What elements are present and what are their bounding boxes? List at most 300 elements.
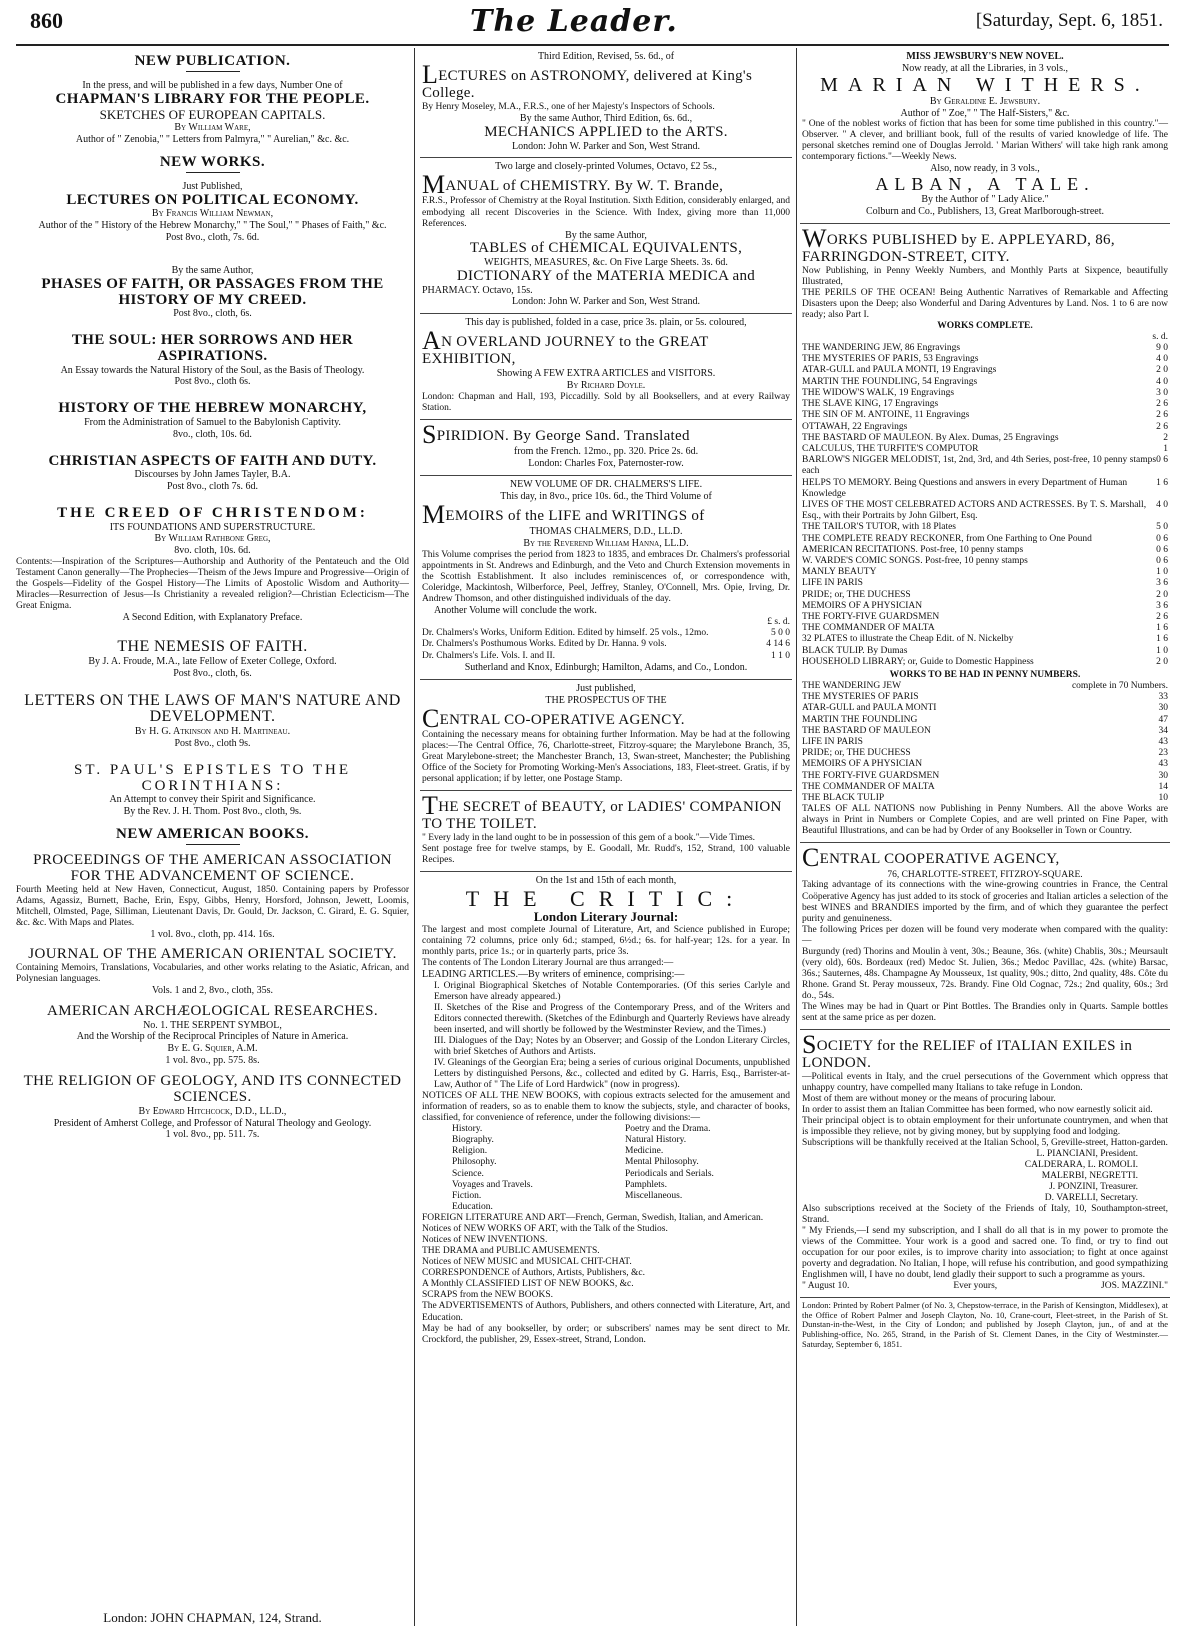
ad-body: This Volume comprises the period from 1823 to 1835, and embraces Dr. Chalmers's professorial appointments in St. Andrews and Edinburgh, and the Veto and Church Extension movements in the Scottish Establishment. It also includes reminiscences of, or correspondence with, Coleridge, Mackintosh, Wilberforce, Peel, Jeffrey, Stanley, O'Connell, Mrs. Opie, Irving, Dr. Andrew Thomson, and other distinguished individuals of the day. <box>422 549 790 604</box>
critic-extra: A Monthly CLASSIFIED LIST OF NEW BOOKS, &c. <box>422 1279 634 1290</box>
ad-pre: Now ready, at all the Libraries, in 3 vols., <box>902 62 1068 74</box>
chemistry-ad <box>420 158 792 314</box>
letter-closing: Ever yours, <box>953 1280 998 1291</box>
price-header: £ s. d. <box>767 616 790 627</box>
letters-title: LETTERS ON THE LAWS OF MAN'S NATURE AND DEVELOPMENT. <box>24 691 401 726</box>
proceedings-title: PROCEEDINGS OF THE AMERICAN ASSOCIATION FOR THE ADVANCEMENT OF SCIENCE. <box>33 852 392 884</box>
work-pre: Just Published, <box>182 180 243 192</box>
jewsbury-ad <box>800 48 1170 224</box>
oriental-body: Containing Memoirs, Translations, Vocabularies, and other works relating to the Asiatic, African, and Polynesian languages. <box>16 963 409 985</box>
new-works-heading: NEW WORKS. <box>159 153 266 170</box>
list-item <box>802 692 1168 703</box>
list-item <box>802 343 1168 354</box>
division: Voyages and Travels. <box>452 1179 533 1190</box>
work-desc: From the Administration of Samuel to the Babylonish Captivity. <box>84 416 341 428</box>
archaeo-price: 1 vol. 8vo., pp. 575. 8s. <box>165 1055 260 1067</box>
ad-author: By the Author of " Lady Alice." <box>921 194 1049 206</box>
column-3 <box>800 48 1170 1628</box>
work-item <box>16 397 409 443</box>
list-item <box>802 556 1168 567</box>
astronomy-ad <box>420 48 792 158</box>
ad-subtitle-detail: PHARMACY. Octavo, 15s. <box>422 284 533 296</box>
list-item-title: THE BASTARD OF MAULEON. By Alex. Dumas, 25 Engravings <box>802 432 1059 443</box>
drop-initial: S <box>422 419 437 449</box>
division <box>625 1202 790 1213</box>
mazzini-letter: " My Friends,—I send my subscription, and I shall do all that is in my power to promote the views of the Committee. Your work is a good and sacred one. To find, or try to find out occupation for our poor exiles, is to improve charity into association; to fight at once against poverty and degradation. No Italian, I hope, will refuse his contribution, and good sympathizing Englishmen will, I have no doubt, lend gladly their support to such a programme as yours. <box>802 1225 1168 1280</box>
list-item-title: LIVES OF THE MOST CELEBRATED ACTORS AND ACTRESSES. By T. S. Marshall, Esq., with their Portraits by John Gilbert, Esq. <box>802 499 1147 522</box>
critic-extra: Notices of NEW WORKS OF ART, with the Talk of the Studios. <box>422 1224 668 1235</box>
nemesis-author: By J. A. Froude, M.A., late Fellow of Exeter College, Oxford. <box>88 655 337 667</box>
list-item <box>802 737 1168 748</box>
list-item-title: HELPS TO MEMORY. Being Questions and answers in every Department of Human Knowledge <box>802 477 1128 499</box>
society-ad <box>800 1030 1170 1298</box>
creed-author: By William Rathbone Greg, <box>154 533 271 545</box>
religion-desc: President of Amherst College, and Professor of Natural Theology and Geology. <box>53 1117 372 1129</box>
list-item <box>802 433 1168 444</box>
ad-body: —Political events in Italy, and the cruel persecutions of the Government which oppress that unhappy country, have compelled many Italians to take refuge in London. <box>802 1071 1168 1093</box>
ad-author: By Richard Doyle. <box>566 379 646 391</box>
list-item <box>802 634 1168 645</box>
drop-initial: M <box>422 170 446 200</box>
creed-note: A Second Edition, with Explanatory Preface. <box>122 612 303 624</box>
list-item-value: 5 0 <box>1156 522 1168 533</box>
list-item-value: 3 6 <box>1156 578 1168 589</box>
drop-initial: M <box>422 499 446 529</box>
publisher-footer: London: JOHN CHAPMAN, 124, Strand. <box>103 1610 322 1625</box>
beauty-ad <box>420 791 792 872</box>
ad-same-author: By the same Author, <box>565 229 647 241</box>
list-item <box>802 377 1168 388</box>
list-item <box>802 715 1168 726</box>
ad-pre: THE PROSPECTUS OF THE <box>545 694 667 706</box>
committee-member: D. VARELLI, Secretary. <box>1044 1192 1138 1203</box>
letter-signature <box>802 1281 1168 1292</box>
list-item-title: PRIDE; or, THE DUCHESS <box>802 748 911 759</box>
list-item-value: 2 0 <box>1156 365 1168 376</box>
new-publication-author: By William Ware, <box>174 122 251 134</box>
work-title: PHASES OF FAITH, OR PASSAGES FROM THE HISTORY OF MY CREED. <box>41 275 384 308</box>
division: Philosophy. <box>452 1157 497 1168</box>
proceedings-item <box>16 849 409 943</box>
division: Biography. <box>452 1134 494 1145</box>
list-item <box>802 771 1168 782</box>
division: Science. <box>452 1168 484 1179</box>
list-item-title: MANLY BEAUTY <box>802 567 877 578</box>
division: Mental Philosophy. <box>625 1157 699 1168</box>
list-item <box>802 681 1168 692</box>
work-item <box>16 329 409 391</box>
ad-note: The Wines may be had in Quart or Pint Bottles. The Brandies only in Quarts. Sample bottles sent at the same price as per dozen. <box>802 1001 1168 1023</box>
column-2 <box>420 48 792 1628</box>
ad-address: 76, CHARLOTTE-STREET, FITZROY-SQUARE. <box>887 869 1083 880</box>
list-item-value: 2 0 <box>1156 589 1168 600</box>
ad-also: Also, now ready, in 3 vols., <box>930 163 1040 175</box>
list-item <box>802 703 1168 714</box>
printer-imprint: London: Printed by Robert Palmer (of No. 3, Chepstow-terrace, in the Parish of Kensington, Middlesex), at the Office of Robert Palmer and Joseph Clayton, No. 10, Crane-court, Fleet-street, in the Parish of St. Dunstan-in-the-West, in the City of London; and published by Joseph Clayton, jun., of and at the Publishing-office, No. 265, Strand, in the Parish of St. Clement Danes, in the City of Westminster.—Saturday, September 6, 1851. <box>802 1299 1168 1349</box>
list-item-value: 1 0 <box>1156 567 1168 578</box>
list-cols: s. d. <box>1152 331 1168 342</box>
ad-author: By Geraldine E. Jewsbury. <box>929 95 1041 107</box>
ad-subtitle: TABLES of CHEMICAL EQUIVALENTS, <box>469 240 743 257</box>
division: Miscellaneous. <box>625 1190 683 1201</box>
list-item-title: CALCULUS, THE TURFITE'S COMPUTOR <box>802 443 979 454</box>
list-item <box>802 422 1168 433</box>
list-item-title: THE FORTY-FIVE GUARDSMEN <box>802 770 940 781</box>
division: Fiction. <box>452 1190 482 1201</box>
ad-pre: This day, in 8vo., price 10s. 6d., the Third Volume of <box>500 490 712 502</box>
ad-title: ENTRAL COOPERATIVE AGENCY, <box>819 851 1060 868</box>
ad-body: Subscriptions will be thankfully received at the Italian School, 5, Greville-street, Hatton-garden. <box>802 1137 1168 1148</box>
list-item <box>802 793 1168 804</box>
ad-publisher: Colburn and Co., Publishers, 13, Great Marlborough-street. <box>865 205 1105 217</box>
price-label: Dr. Chalmers's Works, Uniform Edition. Edited by himself. 25 vols., 12mo. <box>422 628 709 639</box>
ad-title: PIRIDION. By George Sand. Translated <box>436 427 690 444</box>
ad-pre: Just published, <box>576 682 636 694</box>
price-value: 1 1 0 <box>771 650 790 661</box>
drop-initial: T <box>422 791 439 821</box>
work-author: By Francis William Newman, <box>151 208 274 220</box>
list-item-value: 2 6 <box>1156 399 1168 410</box>
work-desc: An Essay towards the Natural History of the Soul, as the Basis of Theology. <box>60 364 365 376</box>
archaeo-body: And the Worship of the Reciprocal Principles of Nature in America. <box>76 1031 349 1043</box>
list-item-value: 1 0 <box>1156 645 1168 656</box>
list-item <box>802 657 1168 668</box>
nemesis-item <box>16 635 409 682</box>
committee-list <box>802 1149 1168 1204</box>
list-item-value: 2 6 <box>1156 410 1168 421</box>
ad-body: Most of them are without money or the means of procuring labour. <box>802 1093 1056 1104</box>
work-item <box>16 177 409 247</box>
archaeo-sub: No. 1. THE SERPENT SYMBOL, <box>143 1019 282 1031</box>
ad-title: ANUAL of CHEMISTRY. By W. T. Brande, <box>445 178 724 195</box>
list-item-value: 1 6 <box>1156 623 1168 634</box>
list-item <box>802 567 1168 578</box>
ad-name: THOMAS CHALMERS, D.D., LL.D. <box>529 525 683 537</box>
work-desc: Discourses by John James Tayler, B.A. <box>134 469 291 481</box>
list-item <box>802 782 1168 793</box>
work-price: Post 8vo., cloth, 7s. 6d. <box>165 232 260 244</box>
column-rule-1 <box>414 48 415 1626</box>
list-item-value: 2 6 <box>1156 611 1168 622</box>
ad-body: The following Prices per dozen will be found very moderate when compared with the quality:— <box>802 924 1168 946</box>
creed-item <box>16 502 409 627</box>
list-item-title: ATAR-GULL and PAULA MONTI <box>802 703 937 714</box>
list-item-title: MEMOIRS OF A PHYSICIAN <box>802 759 923 770</box>
critic-article: IV. Gleanings of the Georgian Era; being a series of curious original Documents, unpublished Letters by distinguished Persons, &c., collected and edited by G. Harris, Esq., Barrister-at-Law, Author of " The Life of Lord Hardwick" (now in progress). <box>434 1057 790 1090</box>
list-item <box>802 500 1168 522</box>
heading-rule <box>186 71 240 72</box>
ad-subtitle: MECHANICS APPLIED to the ARTS. <box>484 123 728 140</box>
ad-pre: On the 1st and 15th of each month, <box>535 875 677 887</box>
ad-also: Also subscriptions received at the Society of the Friends of Italy, 10, Southampton-street, Strand. <box>802 1203 1168 1225</box>
new-publication-intro: In the press, and will be published in a few days, Number One of <box>82 80 343 91</box>
oriental-item <box>16 943 409 1000</box>
work-title: HISTORY OF THE HEBREW MONARCHY, <box>58 400 367 417</box>
critic-divisions <box>422 1124 790 1214</box>
ad-publisher: London: John W. Parker and Son, West Strand. <box>512 296 700 308</box>
ad-note: Another Volume will conclude the work. <box>434 604 597 616</box>
list-item-title: LIFE IN PARIS <box>802 736 863 747</box>
list-item-title: MARTIN THE FOUNDLING <box>802 714 918 725</box>
list-item <box>802 759 1168 770</box>
letters-author: By H. G. Atkinson and H. Martineau. <box>134 726 291 738</box>
penny-heading: WORKS TO BE HAD IN PENNY NUMBERS. <box>889 669 1081 680</box>
work-price: Post 8vo., cloth 7s. 6d. <box>166 481 259 493</box>
american-heading: NEW AMERICAN BOOKS. <box>115 826 309 842</box>
list-item-title: THE FORTY-FIVE GUARDSMEN <box>802 611 940 622</box>
list-item-title: BARLOW'S NIGGER MELODIST, 1st, 2nd, 3rd, and 4th Series, post-free, 10 penny stamps each <box>802 455 1157 477</box>
list-item-value: 2 <box>1163 432 1168 443</box>
ad-body: Showing A FEW EXTRA ARTICLES and VISITORS. <box>496 368 716 380</box>
list-item-value: 0 6 <box>1156 555 1168 566</box>
list-item-title: THE TAILOR'S TUTOR, with 18 Plates <box>802 522 957 533</box>
list-item <box>802 478 1168 500</box>
list-item <box>802 646 1168 657</box>
critic-extra: Notices of NEW INVENTIONS. <box>422 1235 548 1246</box>
epistles-author: By the Rev. J. H. Thom. Post 8vo., cloth, 9s. <box>123 806 302 818</box>
work-title: LECTURES ON POLITICAL ECONOMY. <box>66 191 359 208</box>
ad-publisher: London: Chapman and Hall, 193, Piccadilly. Sold by all Booksellers, and at every Railway Station. <box>422 391 790 413</box>
ad-subtitle: DICTIONARY of the MATERIA MEDICA and <box>456 267 756 284</box>
list-item <box>802 365 1168 376</box>
price-label: Dr. Chalmers's Life. Vols. I. and II. <box>422 650 556 661</box>
list-item-title: MARTIN THE FOUNDLING, 54 Engravings <box>802 376 978 387</box>
critic-notices: NOTICES OF ALL THE NEW BOOKS, with copious extracts selected for the amusement and information of readers, so as to enable them to know the subjects, style, and character of books, classified, for convenience of reference, under the following divisions:— <box>422 1090 790 1123</box>
list-item-value: 14 <box>1158 781 1168 792</box>
new-publication-author-of: Author of " Zenobia," " Letters from Palmyra," " Aurelian," &c. &c. <box>75 134 350 146</box>
work-title: THE SOUL: HER SORROWS AND HER ASPIRATIONS. <box>71 332 354 364</box>
nemesis-title: THE NEMESIS OF FAITH. <box>117 638 308 656</box>
letter-signer: JOS. MAZZINI." <box>1101 1280 1168 1291</box>
ad-edition: Third Edition, Revised, 5s. 6d., of <box>537 51 675 62</box>
list-item-value: 23 <box>1158 748 1168 759</box>
list-item-value: 4 0 <box>1156 354 1168 365</box>
list-item-value: 47 <box>1158 714 1168 725</box>
critic-title: THE CRITIC: <box>465 886 747 912</box>
ad-body: The largest and most complete Journal of Literature, Art, and Science published in Europe; containing 72 columns, price only 6d.; stamped, 6½d.; 6s. for half-year; 12s. for a year. In monthly parts, price 1s.; or in quarterly parts, price 3s. <box>422 924 790 957</box>
committee-member: MALERBI, NEGRETTI. <box>1041 1170 1138 1181</box>
epistles-desc: An Attempt to convey their Spirit and Significance. <box>109 794 316 806</box>
list-item <box>802 612 1168 623</box>
work-item <box>16 450 409 496</box>
division: Education. <box>452 1202 493 1213</box>
ad-tales: TALES OF ALL NATIONS now Publishing in Penny Numbers. All the above Works are always in Print in Numbers or Complete Copies, and are well printed on Fine Paper, with Beautiful Illustrations, and can be had by Order of any Bookseller in Town or Country. <box>802 804 1168 837</box>
work-item <box>16 261 409 323</box>
list-item <box>802 623 1168 634</box>
list-item <box>802 388 1168 399</box>
letters-item <box>16 689 409 753</box>
work-price: 8vo., cloth, 10s. 6d. <box>173 428 252 440</box>
proceedings-price: 1 vol. 8vo., cloth, pp. 414. 16s. <box>150 928 275 940</box>
work-desc: Author of the " History of the Hebrew Monarchy," " The Soul," " Phases of Faith," &c. <box>38 220 387 232</box>
list-item-value: 4 0 <box>1156 499 1168 510</box>
ad-edition: Two large and closely-printed Volumes, Octavo, £2 5s., <box>495 161 717 173</box>
religion-title: THE RELIGION OF GEOLOGY, AND ITS CONNECTED SCIENCES. <box>23 1073 402 1105</box>
masthead <box>0 0 1185 44</box>
ad-publisher: London: Charles Fox, Paternoster-row. <box>528 458 684 470</box>
list-item <box>802 545 1168 556</box>
column-rule-2 <box>796 48 797 1626</box>
ad-pre: MISS JEWSBURY'S NEW NOVEL. <box>906 51 1064 62</box>
drop-initial: W <box>802 223 827 253</box>
list-item-value: 0 6 <box>1156 455 1168 466</box>
committee-member: L. PIANCIANI, President. <box>1036 1148 1138 1159</box>
column-1 <box>16 48 409 1628</box>
complete-works-list <box>802 343 1168 668</box>
ad-body: from the French. 12mo., pp. 320. Price 2s. 6d. <box>513 446 699 458</box>
critic-article: II. Sketches of the Rise and Progress of the Contemporary Press, and of the Writers and Editors connected therewith. (Sketches of the Edinburgh and Quarterly Reviews have already been inserted, and will shortly be followed by the Westminster Review, and the Times.) <box>434 1002 790 1035</box>
creed-contents: Contents:—Inspiration of the Scriptures—Authorship and Authority of the Pentateuch and the Old Testament Canon generally—The Prophecies—Theism of the Jews Impure and Progressive—Origin of the Gospels—Fidelity of the Gospel History—The Limits of Apostolic Wisdom and Authority—Miracles—Resurrection of Jesus—Is Christianity a revealed religion?—Christian Eclecticism—The Great Enigma. <box>16 557 409 612</box>
complete-heading: WORKS COMPLETE. <box>937 320 1033 331</box>
ad-body: In order to assist them an Italian Committee has been formed, who now earnestly solicit aid. <box>802 1104 1153 1115</box>
letters-price: Post 8vo., cloth 9s. <box>174 738 251 750</box>
creed-title: THE CREED OF CHRISTENDOM: <box>57 504 368 521</box>
list-item-value: 1 6 <box>1156 634 1168 645</box>
cooperative-wine-ad <box>800 843 1170 1030</box>
masthead-rule <box>16 44 1169 46</box>
ad-publisher: Sutherland and Knox, Edinburgh; Hamilton, Adams, and Co., London. <box>464 662 748 674</box>
new-publication-title: CHAPMAN'S LIBRARY FOR THE PEOPLE. <box>55 90 370 107</box>
ad-body: By Henry Moseley, M.A., F.R.S., one of her Majesty's Inspectors of Schools. <box>422 101 715 112</box>
new-publication-heading: NEW PUBLICATION. <box>134 53 291 69</box>
list-item-title: BLACK TULIP. By Dumas <box>802 645 908 656</box>
list-item-title: HOUSEHOLD LIBRARY; or, Guide to Domestic Happiness <box>802 656 1034 667</box>
list-item <box>802 444 1168 455</box>
list-item-title: LIFE IN PARIS <box>802 578 863 589</box>
ad-publisher: London: John W. Parker and Son, West Strand. <box>512 140 700 152</box>
proceedings-body: Fourth Meeting held at New Haven, Connecticut, August, 1850. Containing papers by Professor Adams, Agassiz, Burnett, Bache, Erin, Espy, Gibbs, Henry, Horsford, Johnson, Jewett, Loomis, Mitchell, Olmsted, Page, Silliman, Lieutenant Davis, Dr. Gould, Dr. Jackson, C. Girard, E. G. Squier, &c. &c. With Maps and Plates. <box>16 884 409 928</box>
ad-title: ENTRAL CO-OPERATIVE AGENCY. <box>439 711 685 728</box>
list-item-title: THE SIN OF M. ANTOINE, 11 Engravings <box>802 410 970 421</box>
ad-perils: THE PERILS OF THE OCEAN! Being Authentic Narratives of Remarkable and Affecting Disasters upon the Deep; also Wonderful and Daring Adventures by Land. Nos. 1 to 6 are now ready; also Part I. <box>802 287 1168 320</box>
list-item <box>802 578 1168 589</box>
list-item-value: 4 0 <box>1156 376 1168 387</box>
division: Periodicals and Serials. <box>625 1168 714 1179</box>
ad-pre: This day is published, folded in a case, price 3s. plain, or 5s. coloured, <box>465 317 747 329</box>
list-item-value: 43 <box>1158 736 1168 747</box>
oriental-price: Vols. 1 and 2, 8vo., cloth, 35s. <box>152 985 273 997</box>
committee-member: J. PONZINI, Treasurer. <box>1049 1181 1138 1192</box>
list-item <box>802 748 1168 759</box>
oriental-title: JOURNAL OF THE AMERICAN ORIENTAL SOCIETY. <box>28 946 397 963</box>
list-item-value: complete in 70 Numbers. <box>1071 680 1168 691</box>
price-row <box>422 651 790 662</box>
critic-article: III. Dialogues of the Day; Notes by an Observer; and Gossip of the London Literary Circles, with brief Sketches of Authors and Artists. <box>434 1035 790 1057</box>
list-item-value: 33 <box>1158 692 1168 703</box>
division: Poetry and the Drama. <box>625 1123 711 1134</box>
price-label: Dr. Chalmers's Posthumous Works. Edited by Dr. Hanna. 9 vols. <box>422 639 667 650</box>
work-price: Post 8vo., cloth, 6s. <box>173 308 252 320</box>
list-item-title: THE COMPLETE READY RECKONER, from One Farthing to One Pound <box>802 533 1092 544</box>
list-item-title: THE MYSTERIES OF PARIS <box>802 692 919 703</box>
list-item <box>802 410 1168 421</box>
list-item-value: 1 6 <box>1156 477 1168 488</box>
critic-extra: The ADVERTISEMENTS of Authors, Publishers, and others connected with Literature, Art, and Education. <box>422 1301 790 1323</box>
ad-pre: NEW VOLUME OF DR. CHALMERS'S LIFE. <box>509 478 703 490</box>
list-item-value: 43 <box>1158 759 1168 770</box>
ad-body: " Every lady in the land ought to be in possession of this gem of a book."—Vide Times. <box>422 833 756 844</box>
overland-ad <box>420 314 792 420</box>
creed-price: 8vo. cloth, 10s. 6d. <box>174 545 251 557</box>
list-item-title: THE SLAVE KING, 17 Engravings <box>802 399 939 410</box>
division: History. <box>452 1123 483 1134</box>
nemesis-price: Post 8vo., cloth, 6s. <box>173 667 252 679</box>
religion-item <box>16 1070 409 1144</box>
list-item-title: MEMOIRS OF A PHYSICIAN <box>802 600 923 611</box>
price-value: 4 14 6 <box>766 639 790 650</box>
ad-body: Taking advantage of its connections with the wine-growing countries in France, the Central Coöperative Agency has just added to its stock of groceries and Italian articles a selection of the best WINES and BRANDIES imported by the firm, and of which they guarantee the perfect purity and genuineness. <box>802 880 1168 924</box>
work-pre: By the same Author, <box>171 265 254 277</box>
cooperative-prospectus-ad <box>420 680 792 791</box>
list-item <box>802 590 1168 601</box>
heading-rule <box>186 172 240 173</box>
list-item-title: THE COMMANDER OF MALTA <box>802 781 935 792</box>
list-item <box>802 455 1168 477</box>
list-item-title: THE WANDERING JEW, 86 Engravings <box>802 343 961 354</box>
price-value: 5 0 0 <box>771 628 790 639</box>
critic-article: I. Original Biographical Sketches of Notable Contemporaries. (Of this series Carlyle and Emerson have already appeared.) <box>434 980 790 1002</box>
ad-publisher: May be had of any bookseller, by order; or subscribers' names may be sent direct to Mr. Crockford, the publisher, 29, Essex-street, Strand, London. <box>422 1323 790 1345</box>
critic-extra: Notices of NEW MUSIC and MUSICAL CHIT-CHAT. <box>422 1257 632 1268</box>
ad-same-author: By the same Author, Third Edition, 6s. 6d., <box>519 112 693 124</box>
creed-subtitle: ITS FOUNDATIONS AND SUPERSTRUCTURE. <box>109 521 316 533</box>
ad-author: By the Reverend William Hanna, LL.D. <box>523 537 689 549</box>
critic-foreign: FOREIGN LITERATURE AND ART—French, German, Swedish, Italian, and American. <box>422 1213 764 1224</box>
division: Pamphlets. <box>625 1179 667 1190</box>
ad-title: ORKS PUBLISHED by E. APPLEYARD, 86, FARRINGDON-STREET, CITY. <box>802 231 1115 266</box>
list-item-title: THE BLACK TULIP <box>802 792 885 803</box>
letter-date: " August 10. <box>802 1280 850 1291</box>
committee-member: CALDERARA, L. ROMOLI. <box>1024 1159 1138 1170</box>
religion-price: 1 vol. 8vo., pp. 511. 7s. <box>165 1129 260 1141</box>
penny-works-list <box>802 681 1168 804</box>
ad-title: N OVERLAND JOURNEY to the GREAT EXHIBITION, <box>422 334 709 368</box>
ad-title: ALBAN, A TALE. <box>875 174 1095 195</box>
list-item-title: 32 PLATES to illustrate the Cheap Edit. of N. Nickelby <box>802 634 1014 645</box>
critic-ad <box>420 872 792 1350</box>
new-publication-subtitle: SKETCHES OF EUROPEAN CAPITALS. <box>99 106 326 122</box>
spiridion-ad <box>420 420 792 476</box>
drop-initial: C <box>422 703 440 733</box>
ad-body: The contents of The London Literary Journal are thus arranged:— <box>422 957 674 968</box>
list-item-value: 3 6 <box>1156 600 1168 611</box>
list-item-value: 0 6 <box>1156 533 1168 544</box>
archaeo-title: AMERICAN ARCHÆOLOGICAL RESEARCHES. <box>47 1002 378 1019</box>
archaeo-author: By E. G. Squier, A.M. <box>167 1043 258 1055</box>
critic-extra: CORRESPONDENCE of Authors, Artists, Publishers, &c. <box>422 1268 646 1279</box>
work-price: Post 8vo., cloth 6s. <box>174 376 251 388</box>
ad-title: MARIAN WITHERS. <box>820 73 1150 96</box>
list-item-title: OTTAWAH, 22 Engravings <box>802 421 908 432</box>
ad-body: " One of the noblest works of fiction that has been for some time published in this country."—Observer. " A clever, and brilliant book, full of the results of varied knowledge of life. The personal sketches remind one of Douglas Jerrold. ' Marian Withers' will take high rank among contemporary fictions."—Weekly News. <box>802 119 1168 163</box>
list-item-value: 30 <box>1158 703 1168 714</box>
division: Religion. <box>452 1146 488 1157</box>
list-item-value: 9 0 <box>1156 343 1168 354</box>
chalmers-ad <box>420 476 792 680</box>
list-item-title: W. VARDE'S COMIC SONGS. Post-free, 10 penny stamps <box>802 555 1028 566</box>
work-title: CHRISTIAN ASPECTS OF FAITH AND DUTY. <box>48 452 377 469</box>
ad-title: OCIETY for the RELIEF of ITALIAN EXILES in LONDON. <box>802 1037 1133 1072</box>
paper-title: The Leader. <box>470 4 678 39</box>
list-item-value: 0 6 <box>1156 544 1168 555</box>
drop-initial: A <box>422 326 442 356</box>
appleyard-ad <box>800 224 1170 843</box>
ad-title: EMOIRS of the LIFE and WRITINGS of <box>445 507 705 524</box>
heading-rule <box>186 844 240 845</box>
ad-title: HE SECRET of BEAUTY, or LADIES' COMPANION TO THE TOILET. <box>422 799 782 833</box>
drop-initial: S <box>802 1029 817 1059</box>
list-item-value: 34 <box>1158 725 1168 736</box>
